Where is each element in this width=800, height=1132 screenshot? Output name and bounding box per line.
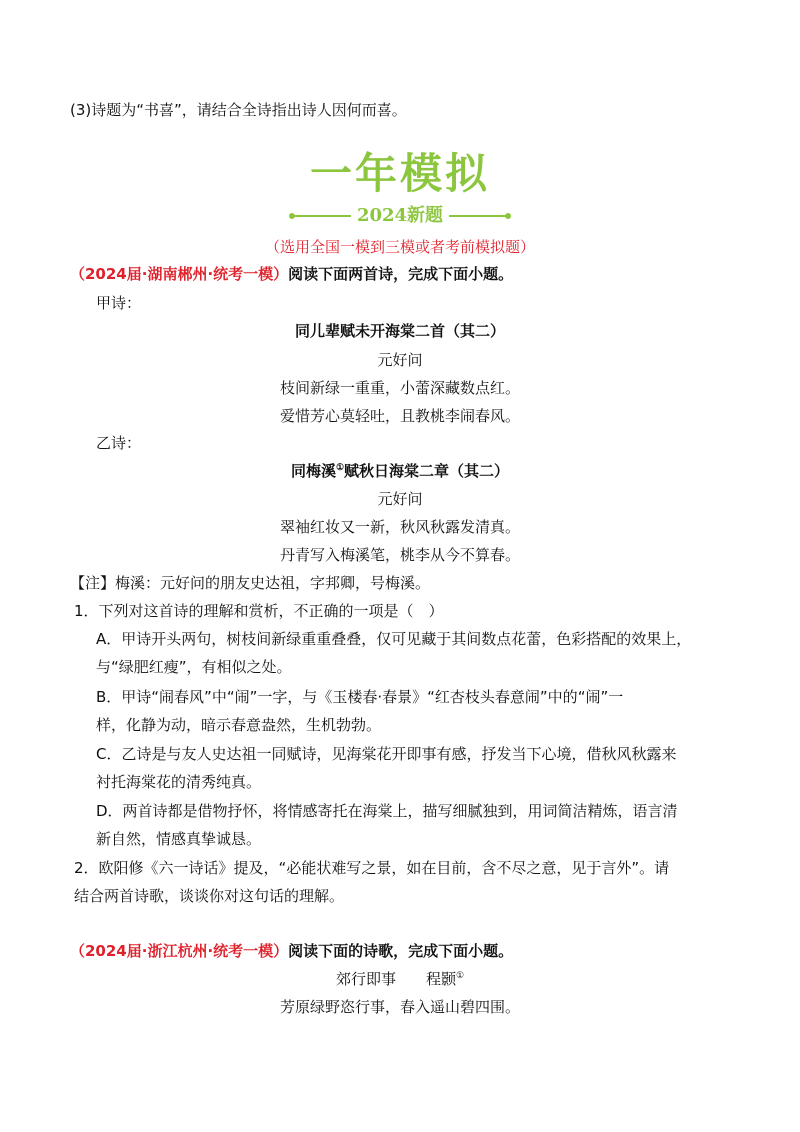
rule-left-decoration	[293, 215, 351, 217]
poem-note: 【注】梅溪：元好问的朋友史达祖，字邦卿，号梅溪。	[70, 574, 431, 592]
question-2-line-2: 结合两首诗歌，谈谈你对这句话的理解。	[74, 887, 345, 905]
banner-subtitle-text: 2024新题	[356, 205, 444, 226]
section2-source: （2024届·浙江杭州·统考一模）	[70, 942, 289, 960]
option-c-line-2: 衬托海棠花的清秀纯真。	[96, 773, 262, 791]
poem-b-title-footnote-mark: ①	[335, 463, 345, 473]
poem-b-line-2: 丹青写入梅溪笔，桃李从今不算春。	[279, 546, 520, 564]
rule-right-decoration	[449, 215, 507, 217]
poem-a-label: 甲诗：	[96, 294, 142, 312]
banner-note: （选用全国一模到三模或者考前模拟题）	[264, 238, 535, 256]
section2-author-footnote-mark: ①	[455, 971, 465, 981]
section1-instruction: 阅读下面两首诗，完成下面小题。	[288, 265, 514, 283]
question-1-stem: 1．下列对这首诗的理解和赏析，不正确的一项是（ ）	[74, 602, 444, 620]
question-3-text: (3)诗题为“书喜”，请结合全诗指出诗人因何而喜。	[70, 101, 407, 119]
poem-a-line-2: 爱惜芳心莫轻吐，且教桃李闹春风。	[279, 407, 520, 425]
poem-b-label: 乙诗：	[96, 434, 142, 452]
option-a-line-1: A．甲诗开头两句，树枝间新绿重重叠叠，仅可见藏于其间数点花蕾，色彩搭配的效果上，	[96, 630, 692, 648]
banner-title: 一年模拟	[309, 149, 490, 198]
poem-b-title-post: 赋秋日海棠二章（其二）	[344, 462, 510, 480]
option-a-line-2: 与“绿肥红瘦”，有相似之处。	[96, 658, 292, 676]
section2-heading	[70, 940, 513, 962]
poem-a-author: 元好问	[377, 351, 423, 369]
section2-poem-title: 郊行即事	[335, 970, 396, 988]
option-b-line-1: B．甲诗“闹春风”中“闹”一字，与《玉楼春·春景》“红杏枝头春意闹”中的“闹”一	[96, 688, 624, 706]
option-d-line-1: D．两首诗都是借物抒怀，将情感寄托在海棠上，描写细腻独到，用词简洁精炼，语言清	[96, 802, 678, 820]
option-b-line-2: 样，化静为动，暗示春意盎然，生机勃勃。	[96, 716, 382, 734]
poem-b-line-1: 翠袖红妆又一新，秋风秋露发清真。	[279, 518, 520, 536]
poem-a-line-1: 枝间新绿一重重，小蕾深藏数点红。	[279, 379, 520, 397]
banner-subtitle	[0, 203, 800, 229]
section2-instruction: 阅读下面的诗歌，完成下面小题。	[288, 942, 514, 960]
poem-a-title: 同儿辈赋未开海棠二首（其二）	[294, 322, 505, 340]
option-c-line-1: C．乙诗是与友人史达祖一同赋诗，见海棠花开即事有感，抒发当下心境，借秋风秋露来	[96, 745, 677, 763]
option-d-line-2: 新自然，情感真挚诚恳。	[96, 830, 262, 848]
poem-b-title	[0, 460, 800, 482]
section2-poem-author: 程颢	[425, 970, 456, 988]
question-2-line-1: 2．欧阳修《六一诗话》提及，“必能状难写之景，如在目前，含不尽之意，见于言外”。请	[74, 859, 670, 877]
poem-b-title-pre: 同梅溪	[290, 462, 336, 480]
section2-poem-line-1: 芳原绿野恣行事，春入遥山碧四围。	[279, 998, 520, 1016]
section1-heading	[70, 263, 513, 285]
section1-source: （2024届·湖南郴州·统考一模）	[70, 265, 289, 283]
section2-poem-heading	[0, 968, 800, 990]
poem-b-author: 元好问	[377, 490, 423, 508]
